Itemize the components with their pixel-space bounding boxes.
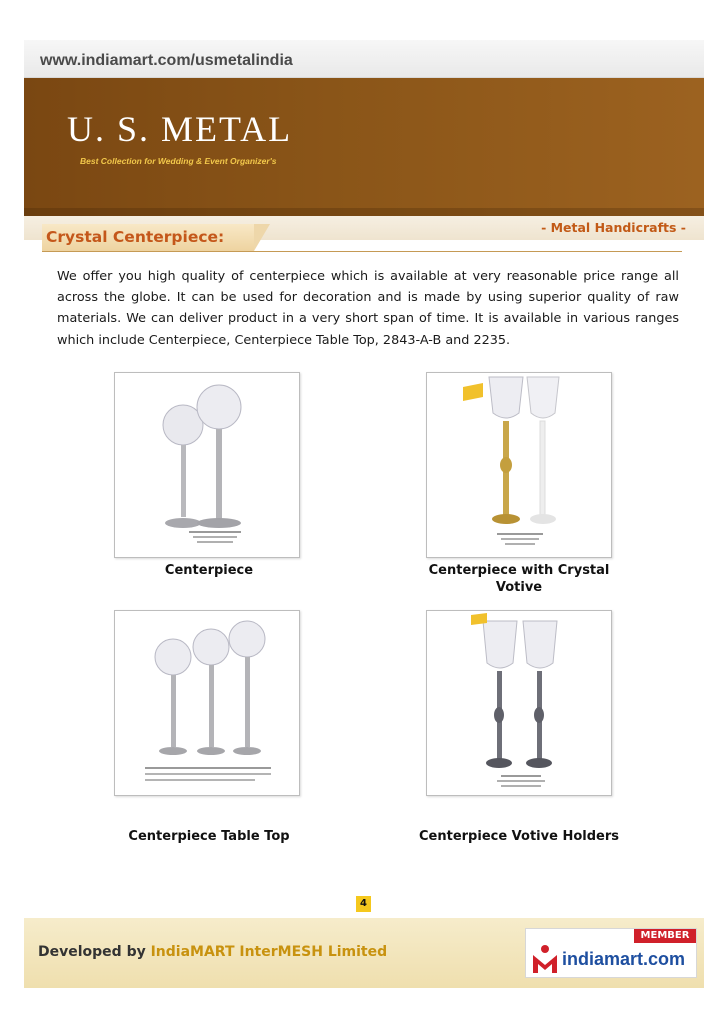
developer-name[interactable]: IndiaMART InterMESH Limited (150, 944, 388, 960)
indiamart-logo-icon (530, 943, 560, 975)
banner-shade (24, 208, 704, 216)
company-logo-title: U. S. METAL (67, 109, 293, 149)
product-image-centerpiece[interactable] (114, 372, 300, 558)
developer-credit (38, 944, 387, 960)
product-image-table-top[interactable] (114, 610, 300, 796)
url-bar (24, 40, 704, 78)
category-label: - Metal Handicrafts - (541, 220, 686, 235)
company-tagline: Best Collection for Wedding & Event Organizer's (80, 156, 277, 166)
section-tab (42, 224, 254, 251)
indiamart-brand: indiamart.com (562, 949, 686, 969)
member-tag: MEMBER (634, 929, 696, 943)
website-url[interactable]: www.indiamart.com/usmetalindia (40, 52, 293, 69)
brochure-page (24, 40, 704, 988)
indiamart-member-badge[interactable] (525, 928, 697, 978)
centerpiece-illustration (115, 373, 300, 558)
company-banner (24, 78, 704, 216)
product-image-crystal-votive[interactable] (426, 372, 612, 558)
votive-holders-illustration (427, 611, 612, 796)
product-name-crystal-votive: Centerpiece with Crystal Votive (428, 563, 610, 595)
section-divider (42, 251, 682, 252)
developed-by-label: Developed by (38, 944, 151, 960)
page-footer (24, 918, 704, 988)
product-name-votive-holders: Centerpiece Votive Holders (419, 829, 619, 844)
table-top-illustration (115, 611, 300, 796)
section-description: We offer you high quality of centerpiece which is available at very reasonable price range all across the globe. It can be used for decoration and is made by using superior quality of raw materials. We can deliver product in a very short span of time. It is available in various ranges which include Centerpiece, Centerpiece Table Top, 2843-A-B and 2235. (57, 269, 679, 348)
section-title: Crystal Centerpiece: (46, 228, 225, 246)
product-name-centerpiece: Centerpiece (164, 563, 254, 578)
product-name-table-top: Centerpiece Table Top (128, 829, 290, 844)
page-number: 4 (356, 896, 371, 912)
section-header (42, 224, 682, 252)
product-image-votive-holders[interactable] (426, 610, 612, 796)
crystal-votive-illustration (427, 373, 612, 558)
